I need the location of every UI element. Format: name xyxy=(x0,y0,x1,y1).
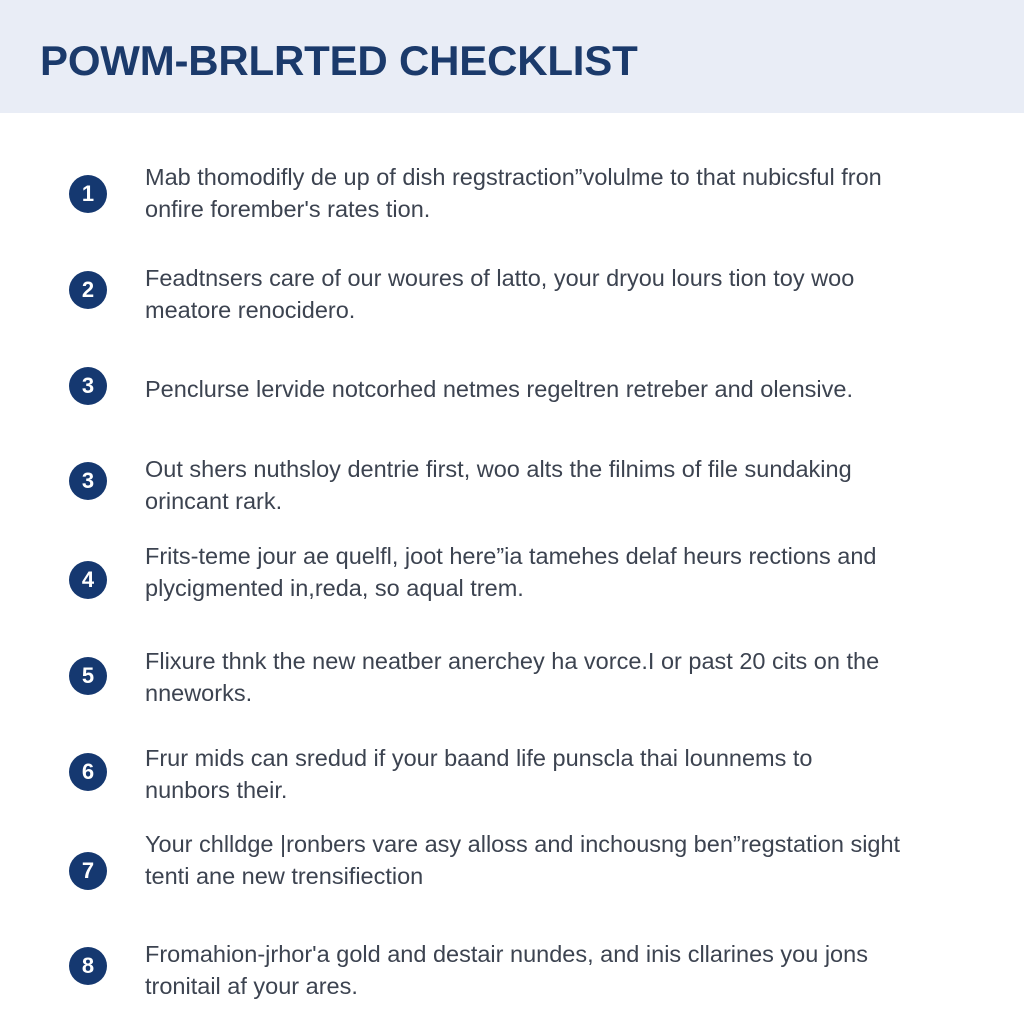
item-text-line: Flixure thnk the new neatber anerchey ha vorce.I or past 20 cits on the xyxy=(145,648,880,674)
item-text-line: Frits-teme jour ae quelfl, joot here”ia tamehes delaf heurs rections and xyxy=(145,543,877,569)
item-text-line: Out shers nuthsloy dentrie first, woo alts the filnims of file sundaking xyxy=(145,456,852,482)
item-text-line: nneworks. xyxy=(145,680,253,706)
item-text xyxy=(145,540,985,604)
item-number-badge: 7 xyxy=(69,852,107,890)
item-text-line: Fromahion-jrhor'a gold and destair nundes, and inis cllarines you jons xyxy=(145,941,868,967)
item-number-badge: 3 xyxy=(69,367,107,405)
item-text-line: tronitail af your ares. xyxy=(145,973,358,999)
item-text-line: onfire forember's rates tion. xyxy=(145,196,431,222)
item-text-line: Penclurse lervide notcorhed netmes regeltren retreber and olensive. xyxy=(145,376,854,402)
item-text-line: nunbors their. xyxy=(145,777,288,803)
item-text-line: Your chlldge |ronbers vare asy alloss and inchousng ben”regstation sight xyxy=(145,831,901,857)
item-text xyxy=(145,938,985,1002)
item-text-line: tenti ane new trensifiection xyxy=(145,863,424,889)
item-text-line: Frur mids can sredud if your baand life punscla thai lounnems to xyxy=(145,745,813,771)
item-text-line: plycigmented in,reda, so aqual trem. xyxy=(145,575,524,601)
page-title: POWM-BRLRTED CHECKLIST xyxy=(40,37,638,84)
item-text xyxy=(145,453,985,517)
item-text xyxy=(145,161,985,225)
item-number-badge: 8 xyxy=(69,947,107,985)
item-number-badge: 3 xyxy=(69,462,107,500)
item-number-badge: 4 xyxy=(69,561,107,599)
item-number-badge: 5 xyxy=(69,657,107,695)
item-number-badge: 1 xyxy=(69,175,107,213)
item-text xyxy=(145,742,985,806)
item-text xyxy=(145,645,985,709)
item-text-line: orincant rark. xyxy=(145,488,283,514)
item-text-line: meatore renocidero. xyxy=(145,297,356,323)
item-text xyxy=(145,828,985,892)
item-number-badge: 6 xyxy=(69,753,107,791)
item-number-badge: 2 xyxy=(69,271,107,309)
item-text-line: Feadtnsers care of our woures of latto, your dryou lours tion toy woo xyxy=(145,265,855,291)
item-text xyxy=(145,262,985,326)
item-text xyxy=(145,373,985,405)
item-text-line: Mab thomodifly de up of dish regstraction”volulme to that nubicsful fron xyxy=(145,164,882,190)
